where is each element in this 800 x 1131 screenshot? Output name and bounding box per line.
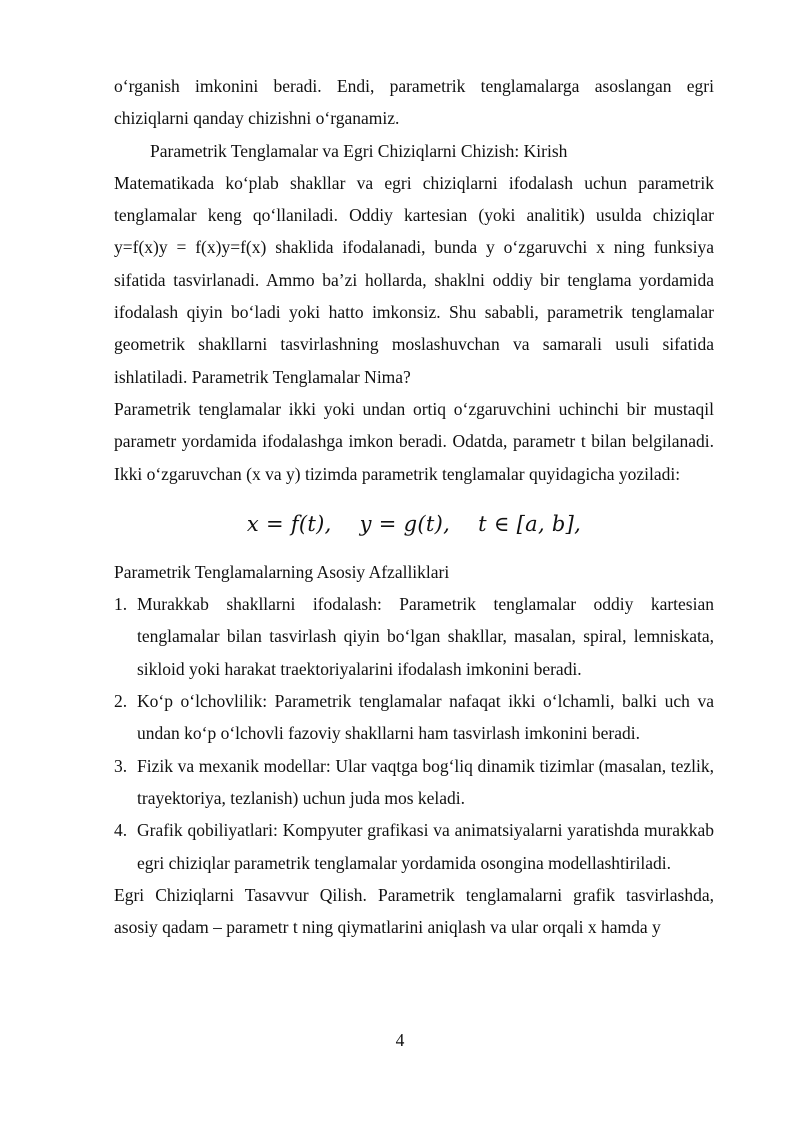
section-heading-intro: Parametrik Tenglamalar va Egri Chiziqlarni Chizish: Kirish [150,140,568,161]
paragraph-definition: Parametrik tenglamalar ikki yoki undan ortiq o‘zgaruvchini uchinchi bir mustaqil parametr yordamida ifodalashga imkon beradi. Odatda, parametr t bilan belgilanadi. Ikki o‘zgaruvchan (x va y) tizimda parametrik tenglamalar quyidagicha yoziladi: [114,398,714,484]
section-heading-advantages: Parametrik Tenglamalarning Asosiy Afzalliklari [114,561,450,582]
equation-x: x = f(t), [246,511,332,536]
parametric-equation [114,494,714,554]
equation-t-range: t ∈ [a, b], [478,511,582,536]
paragraph-continuation: o‘rganish imkonini beradi. Endi, parametrik tenglamalarga asoslangan egri chiziqlarni qanday chizishni o‘rganamiz. [114,76,714,129]
list-item [114,750,714,815]
list-item-number: 4. [114,820,128,841]
page-number: 4 [395,1030,405,1050]
list-item [114,588,714,685]
equation-y: y = g(t), [359,511,451,536]
list-item [114,814,714,879]
list-item [114,685,714,750]
list-item-text: Grafik qobiliyatlari: Kompyuter grafikasi va animatsiyalarni yaratishda murakkab egri chiziqlar parametrik tenglamalar yordamida osongina modellashtiriladi. [137,820,714,873]
list-item-number: 2. [114,691,128,712]
paragraph-visualization: Egri Chiziqlarni Tasavvur Qilish. Parametrik tenglamalarni grafik tasvirlashda, asosiy qadam – parametr t ning qiymatlarini aniqlash va ular orqali x hamda y [114,884,714,938]
advantages-list [114,588,714,879]
list-item-text: Fizik va mexanik modellar: Ular vaqtga bog‘liq dinamik tizimlar (masalan, tezlik, trayektoriya, tezlanish) uchun juda mos keladi. [137,755,714,808]
paragraph-intro: Matematikada ko‘plab shakllar va egri chiziqlarni ifodalash uchun parametrik tenglamalar keng qo‘llaniladi. Oddiy kartesian (yoki analitik) usulda chiziqlar y=f(x)y = f(x)y=f(x) shaklida ifodalanadi, bunda y o‘zgaruvchi x ning funksiya sifatida tasvirlanadi. Ammo ba’zi hollarda, shaklni oddiy bir tenglama yordamida ifodalash qiyin bo‘ladi yoki hatto imkonsiz. Shu sababli, parametrik tenglamalar geometrik shakllarni tasvirlashning moslashuvchan va samarali usuli sifatida ishlatiladi. Parametrik Tenglamalar Nima? [114,172,714,387]
document-body [114,70,714,943]
list-item-number: 3. [114,755,128,776]
list-item-text: Murakkab shakllarni ifodalash: Parametrik tenglamalar oddiy kartesian tenglamalar bilan tasvirlash qiyin bo‘lgan shakllar, masalan, spiral, lemniskata, sikloid yoki harakat traektoriyalarini ifodalash imkonini beradi. [137,594,714,679]
list-item-number: 1. [114,594,128,615]
list-item-text: Ko‘p o‘lchovlilik: Parametrik tenglamalar nafaqat ikki o‘lchamli, balki uch va undan ko‘p o‘lchovli fazoviy shakllarni ham tasvirlash imkonini beradi. [137,691,714,744]
